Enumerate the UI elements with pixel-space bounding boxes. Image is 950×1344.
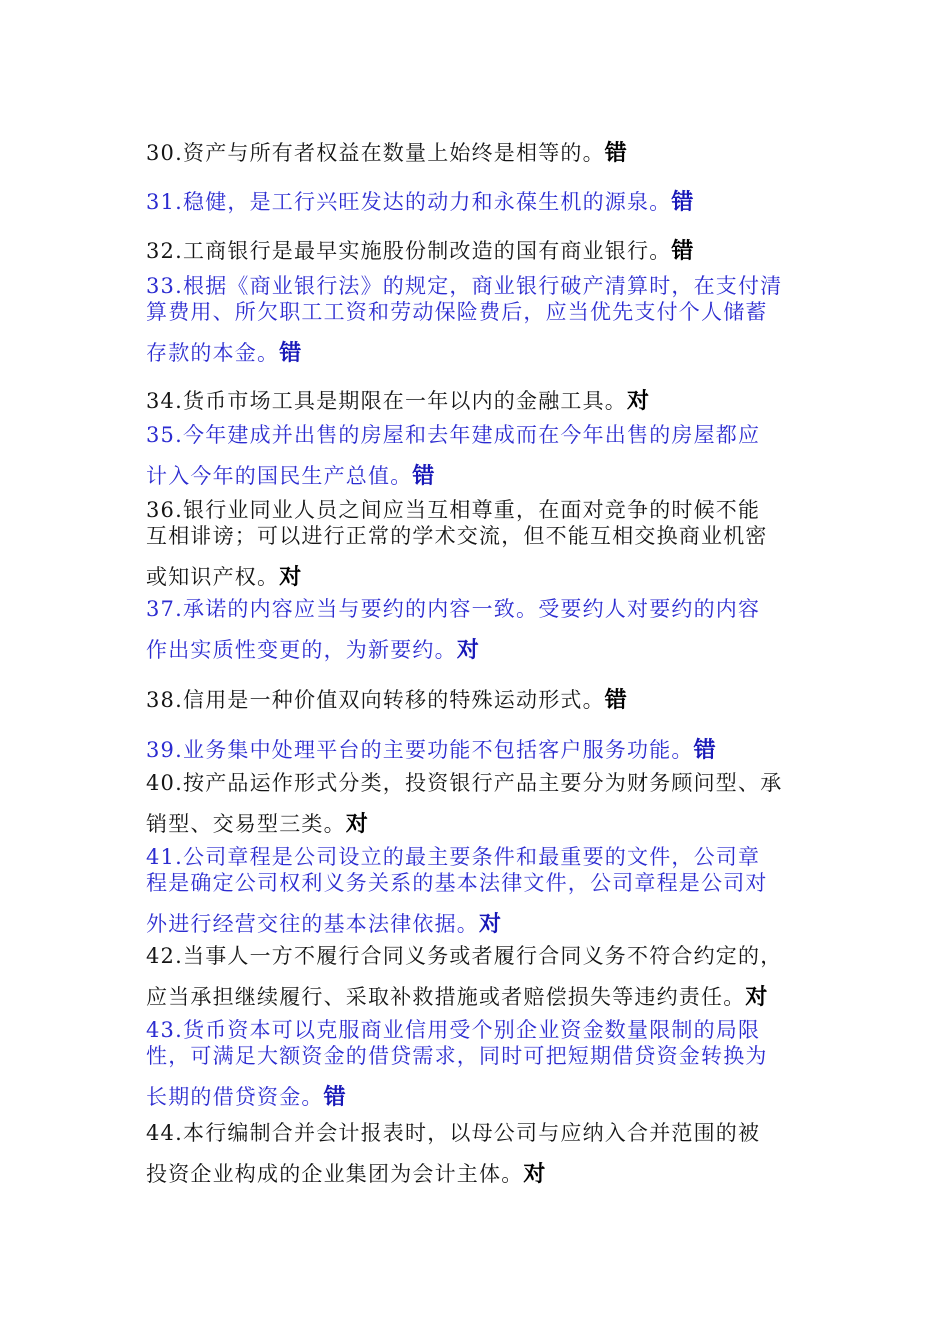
answer-mark: 错	[693, 738, 716, 763]
question-line	[146, 633, 811, 664]
question-line: 性，可满足大额资金的借贷需求，同时可把短期借贷资金转换为	[146, 1044, 768, 1068]
question-text: 外进行经营交往的基本法律依据。	[146, 912, 479, 936]
question-text: 存款的本金。	[146, 341, 280, 365]
question-32	[146, 234, 811, 265]
question-37	[146, 596, 811, 664]
question-43	[146, 1017, 811, 1111]
question-line	[146, 907, 811, 938]
question-41	[146, 844, 811, 938]
question-line: 33.根据《商业银行法》的规定，商业银行破产清算时，在支付清	[146, 274, 783, 298]
question-line: 互相诽谤；可以进行正常的学术交流，但不能互相交换商业机密	[146, 524, 768, 548]
question-text: 应当承担继续履行、采取补救措施或者赔偿损失等违约责任。	[146, 985, 746, 1009]
answer-mark: 错	[604, 688, 627, 713]
question-line: 算费用、所欠职工工资和劳动保险费后，应当优先支付个人储蓄	[146, 300, 768, 324]
question-text: 30.资产与所有者权益在数量上始终是相等的。	[146, 141, 605, 165]
question-line	[146, 384, 811, 415]
question-33	[146, 273, 811, 367]
question-line	[146, 185, 811, 216]
question-42	[146, 943, 811, 1011]
answer-mark: 错	[412, 464, 435, 489]
question-line	[146, 560, 811, 591]
question-line	[146, 683, 811, 714]
question-44	[146, 1120, 811, 1188]
question-text: 投资企业构成的企业集团为会计主体。	[146, 1162, 524, 1186]
answer-mark: 错	[671, 239, 694, 264]
question-39	[146, 733, 811, 764]
question-text: 或知识产权。	[146, 565, 280, 589]
question-text: 34.货币市场工具是期限在一年以内的金融工具。	[146, 389, 627, 413]
question-line: 36.银行业同业人员之间应当互相尊重，在面对竞争的时候不能	[146, 498, 761, 522]
question-text: 38.信用是一种价值双向转移的特殊运动形式。	[146, 688, 605, 712]
answer-mark: 错	[671, 190, 694, 215]
question-30	[146, 136, 811, 167]
question-line	[146, 807, 811, 838]
question-line	[146, 980, 811, 1011]
question-text: 销型、交易型三类。	[146, 812, 346, 836]
answer-mark: 对	[523, 1162, 546, 1187]
question-line: 43.货币资本可以克服商业信用受个别企业资金数量限制的局限	[146, 1018, 761, 1042]
question-line: 程是确定公司权利义务关系的基本法律文件，公司章程是公司对	[146, 871, 768, 895]
question-38	[146, 683, 811, 714]
question-line	[146, 733, 811, 764]
question-36	[146, 497, 811, 591]
question-line	[146, 234, 811, 265]
question-line	[146, 1080, 811, 1111]
question-line	[146, 459, 811, 490]
question-34	[146, 384, 811, 415]
question-line: 44.本行编制合并会计报表时，以母公司与应纳入合并范围的被	[146, 1121, 761, 1145]
question-line	[146, 336, 811, 367]
question-40	[146, 770, 811, 838]
answer-mark: 错	[604, 141, 627, 166]
answer-mark: 对	[479, 912, 502, 937]
question-text: 计入今年的国民生产总值。	[146, 464, 413, 488]
question-text: 31.稳健，是工行兴旺发达的动力和永葆生机的源泉。	[146, 190, 672, 214]
question-31	[146, 185, 811, 216]
answer-mark: 对	[279, 565, 302, 590]
question-line	[146, 136, 811, 167]
question-line: 40.按产品运作形式分类，投资银行产品主要分为财务顾问型、承	[146, 771, 783, 795]
question-line: 35.今年建成并出售的房屋和去年建成而在今年出售的房屋都应	[146, 423, 761, 447]
question-line: 42.当事人一方不履行合同义务或者履行合同义务不符合约定的，	[146, 944, 783, 968]
answer-mark: 对	[745, 985, 768, 1010]
question-line: 41.公司章程是公司设立的最主要条件和最重要的文件，公司章	[146, 845, 761, 869]
question-35	[146, 422, 811, 490]
question-line: 37.承诺的内容应当与要约的内容一致。受要约人对要约的内容	[146, 597, 761, 621]
question-text: 32.工商银行是最早实施股份制改造的国有商业银行。	[146, 239, 672, 263]
answer-mark: 对	[627, 389, 650, 414]
question-line	[146, 1157, 811, 1188]
question-text: 39.业务集中处理平台的主要功能不包括客户服务功能。	[146, 738, 694, 762]
answer-mark: 对	[345, 812, 368, 837]
answer-mark: 对	[456, 638, 479, 663]
answer-mark: 错	[279, 341, 302, 366]
question-text: 长期的借贷资金。	[146, 1085, 324, 1109]
question-text: 作出实质性变更的，为新要约。	[146, 638, 457, 662]
answer-mark: 错	[323, 1085, 346, 1110]
